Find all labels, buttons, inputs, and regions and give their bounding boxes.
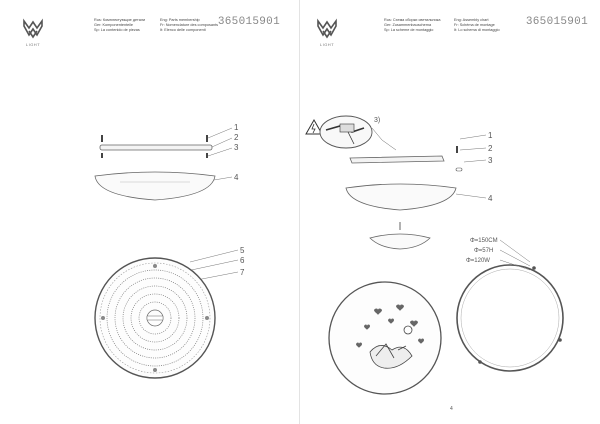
assembly-drawing bbox=[300, 0, 600, 424]
right-page bbox=[300, 0, 600, 424]
header-line: It: Lo schema di montaggio bbox=[454, 28, 500, 32]
callout-2: 2 bbox=[488, 144, 493, 153]
glass-shade-side bbox=[346, 184, 456, 210]
document-number: 365015901 bbox=[525, 16, 588, 28]
callout-1: 1 bbox=[488, 131, 493, 140]
logo-text: LIGHT bbox=[25, 42, 41, 47]
callout-5: 5 bbox=[240, 246, 245, 255]
header-line: Fr: Schéma de montage bbox=[454, 23, 495, 27]
mounting-plate bbox=[350, 146, 462, 171]
central-cone bbox=[370, 222, 430, 249]
mounting-ring-top-view bbox=[457, 265, 563, 371]
header-line: Ger: Zusammenbauschema bbox=[384, 23, 432, 27]
header-line: Fr: Nomenclature des composants bbox=[160, 23, 219, 27]
glass-shade-side bbox=[95, 172, 215, 200]
step-label: 3) bbox=[374, 117, 381, 124]
callout-6: 6 bbox=[240, 256, 245, 265]
callout-2: 2 bbox=[234, 133, 239, 142]
header-line: Rus: Комплектующие детали bbox=[94, 18, 146, 22]
dimension-label-2: Φ=57H bbox=[474, 248, 494, 254]
logo-text: LIGHT bbox=[319, 42, 335, 47]
header-line: Ger: Komponententeile bbox=[94, 23, 134, 27]
callout-4: 4 bbox=[488, 194, 493, 203]
callout-3: 3 bbox=[488, 156, 493, 165]
header-line: It: Elenco delle componenti bbox=[160, 28, 206, 32]
mounting-plate bbox=[100, 135, 212, 158]
document-number: 365015901 bbox=[217, 16, 280, 28]
header-line: Sp: La scheme de montaggio bbox=[384, 28, 434, 32]
dimension-label-3: Φ=120W bbox=[466, 258, 490, 264]
page-number-mark: 4 bbox=[450, 406, 453, 412]
header-line: Sp: La contenido de piezas bbox=[94, 28, 140, 32]
fixture-top-view bbox=[95, 258, 215, 378]
callout-7: 7 bbox=[240, 268, 245, 277]
callout-3: 3 bbox=[234, 143, 239, 152]
dimension-label-1: Φ=150CM bbox=[470, 238, 498, 244]
decorated-glass-top-view bbox=[329, 282, 441, 394]
header-line: Eng: Assembly chart bbox=[454, 18, 489, 22]
wiring-detail bbox=[320, 116, 396, 150]
callout-1: 1 bbox=[234, 123, 239, 132]
header-line: Rus: Схема сборки светильника bbox=[384, 18, 441, 22]
callout-4: 4 bbox=[234, 173, 239, 182]
header-line: Eng: Parts membership bbox=[160, 18, 200, 22]
